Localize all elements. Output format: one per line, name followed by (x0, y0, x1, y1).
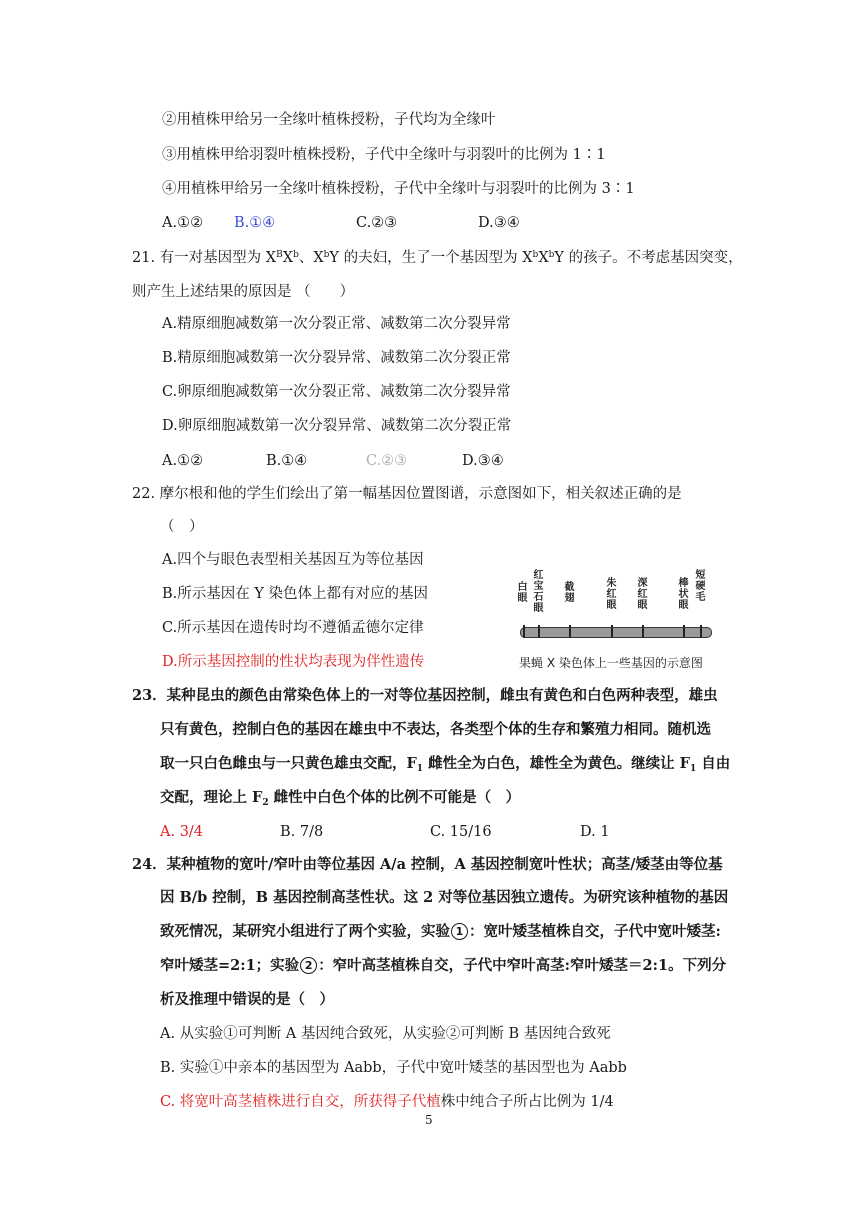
q24-text: 致死情况，某研究小组进行了两个实验，实验 (160, 923, 450, 940)
q23-stem-line-2: 只有黄色，控制白色的基因在雄虫中不表达，各类型个体的生存和繁殖力相同。随机选 (160, 721, 711, 738)
q21-sup: b (548, 250, 555, 260)
q20-option-a: A.①② (162, 215, 204, 231)
q21-option-d: D.③④ (462, 453, 504, 469)
q24-choice-c (160, 1092, 614, 1112)
q22-choice-d: D.所示基因控制的性状均表现为伴性遗传 (162, 654, 425, 670)
q20-statement-2: ②用植株甲给另一全缘叶植株授粉，子代均为全缘叶 (162, 112, 496, 128)
q23-text: 雌性中白色个体的比例不可能是（ ） (268, 789, 521, 806)
q24-choice-c-rest: 株中纯合子所占比例为 1/4 (440, 1094, 614, 1110)
gene-label-white-eye: 白眼 (517, 582, 528, 604)
q21-text: X (538, 250, 549, 266)
q24-stem-line-5: 析及推理中错误的是（ ） (160, 991, 334, 1008)
q21-choice-a: A.精原细胞减数第一次分裂正常、减数第二次分裂异常 (162, 316, 511, 332)
gene-locus-tick (700, 625, 702, 638)
q22-choice-a: A.四个与眼色表型相关基因互为等位基因 (162, 552, 424, 568)
q23-option-c: C. 15/16 (430, 824, 492, 840)
q20-statement-4: ④用植株甲给另一全缘叶植株授粉，子代中全缘叶与羽裂叶的比例为 3∶1 (162, 181, 635, 197)
q20-option-b: B.①④ (234, 215, 276, 231)
q21-choice-d: D.卵原细胞减数第一次分裂异常、减数第二次分裂正常 (162, 418, 512, 434)
q23-option-d: D. 1 (580, 824, 610, 840)
gene-locus-tick (523, 625, 525, 638)
q22-choice-b: B.所示基因在 Y 染色体上都有对应的基因 (162, 586, 429, 602)
q21-choice-b: B.精原细胞减数第一次分裂异常、减数第二次分裂正常 (162, 350, 511, 366)
q24-choice-a: A. 从实验①可判断 A 基因纯合致死，从实验②可判断 B 基因纯合致死 (160, 1026, 611, 1042)
gene-label-vermilion-eye: 朱红眼 (606, 578, 617, 611)
q21-sup: b (532, 250, 539, 260)
q21-text: X (282, 250, 294, 266)
q23-stem-line-1: 23．某种昆虫的颜色由常染色体上的一对等位基因控制，雌虫有黄色和白色两种表型，雄虫 (132, 687, 718, 704)
q21-text: 、X (298, 250, 324, 266)
q24-stem-line-2: 因 B/b 控制，B 基因控制高茎性状。这 2 对等位基因独立遗传。为研究该种植物的基因 (160, 889, 729, 906)
gene-label-cut-wing: 截翅 (564, 582, 575, 604)
gene-locus-tick (538, 625, 540, 638)
gene-label-garnet-eye: 深红眼 (637, 578, 648, 611)
q22-stem-line-1: 22. 摩尔根和他的学生们绘出了第一幅基因位置图谱，示意图如下，相关叙述正确的是 (132, 486, 682, 502)
q22-choice-c: C.所示基因在遗传时均不遵循孟德尔定律 (162, 620, 424, 636)
figure-caption: 果蝇 X 染色体上一些基因的示意图 (519, 656, 703, 670)
q21-choice-c: C.卵原细胞减数第一次分裂正常、减数第二次分裂异常 (162, 384, 511, 400)
q24-choice-b: B. 实验①中亲本的基因型为 Aabb，子代中宽叶矮茎的基因型也为 Aabb (160, 1060, 627, 1076)
q24-choice-c-highlight: C. 将宽叶高茎植株进行自交，所获得子代植 (160, 1094, 441, 1110)
q23-stem-line-3 (160, 754, 730, 774)
q23-sub: 1 (689, 764, 697, 774)
q23-option-a: A. 3/4 (160, 824, 204, 840)
q21-text: Y 的孩子。不考虑基因突变， (554, 250, 743, 266)
q21-option-b: B.①④ (266, 453, 308, 469)
circled-number: 2 (300, 957, 317, 974)
q20-option-c: C.②③ (356, 215, 398, 231)
q24-text: 窄叶矮茎=2:1；实验 (160, 957, 300, 974)
gene-locus-tick (683, 625, 685, 638)
q24-text: ：宽叶矮茎植株自交，子代中宽叶矮茎: (469, 923, 721, 940)
q21-text: Y 的夫妇，生了一个基因型为 X (329, 250, 533, 266)
gene-label-bobbed-bristle: 短硬毛 (695, 570, 706, 603)
chromosome-figure (516, 568, 716, 674)
q23-text: 取一只白色雌虫与一只黄色雄虫交配，F (160, 755, 417, 772)
q20-statement-3: ③用植株甲给羽裂叶植株授粉，子代中全缘叶与羽裂叶的比例为 1∶1 (162, 147, 606, 163)
gene-locus-tick (642, 625, 644, 638)
q23-stem-line-4 (160, 788, 520, 808)
q24-stem-line-1: 24．某种植物的宽叶/窄叶由等位基因 A/a 控制，A 基因控制宽叶性状；高茎/矮茎由等位基 (132, 856, 723, 873)
page-number: 5 (425, 1113, 433, 1127)
gene-label-bar-eye: 棒状眼 (678, 578, 689, 611)
gene-label-ruby-eye: 红宝石眼 (533, 570, 544, 614)
q21-option-a: A.①② (162, 453, 204, 469)
q23-text: 自由 (696, 755, 731, 772)
q23-text: 交配，理论上 F (160, 789, 263, 806)
q24-stem-line-4 (160, 956, 726, 976)
q21-stem-line-1 (132, 248, 743, 268)
q21-stem-line-2: 则产生上述结果的原因是 （ ） (132, 284, 355, 300)
gene-locus-tick (569, 625, 571, 638)
q24-stem-line-3 (160, 922, 721, 942)
q23-sub: 2 (262, 798, 269, 808)
q20-option-d: D.③④ (478, 215, 520, 231)
q23-option-b: B. 7/8 (280, 824, 324, 840)
q21-sup: b (323, 250, 330, 260)
q21-sup: B (276, 250, 283, 260)
q21-option-c: C.②③ (366, 453, 408, 469)
q23-text: 雌性全为白色，雄性全为黄色。继续让 F (423, 755, 690, 772)
q21-text: 21. 有一对基因型为 X (132, 250, 277, 266)
gene-locus-tick (611, 625, 613, 638)
q21-sup: b (293, 250, 299, 260)
circled-number: 1 (451, 923, 468, 940)
q23-sub: 1 (416, 764, 424, 774)
q24-text: ：窄叶高茎植株自交，子代中窄叶高茎:窄叶矮茎＝2:1。下列分 (318, 957, 727, 974)
q22-stem-line-2: （ ） (160, 519, 204, 535)
